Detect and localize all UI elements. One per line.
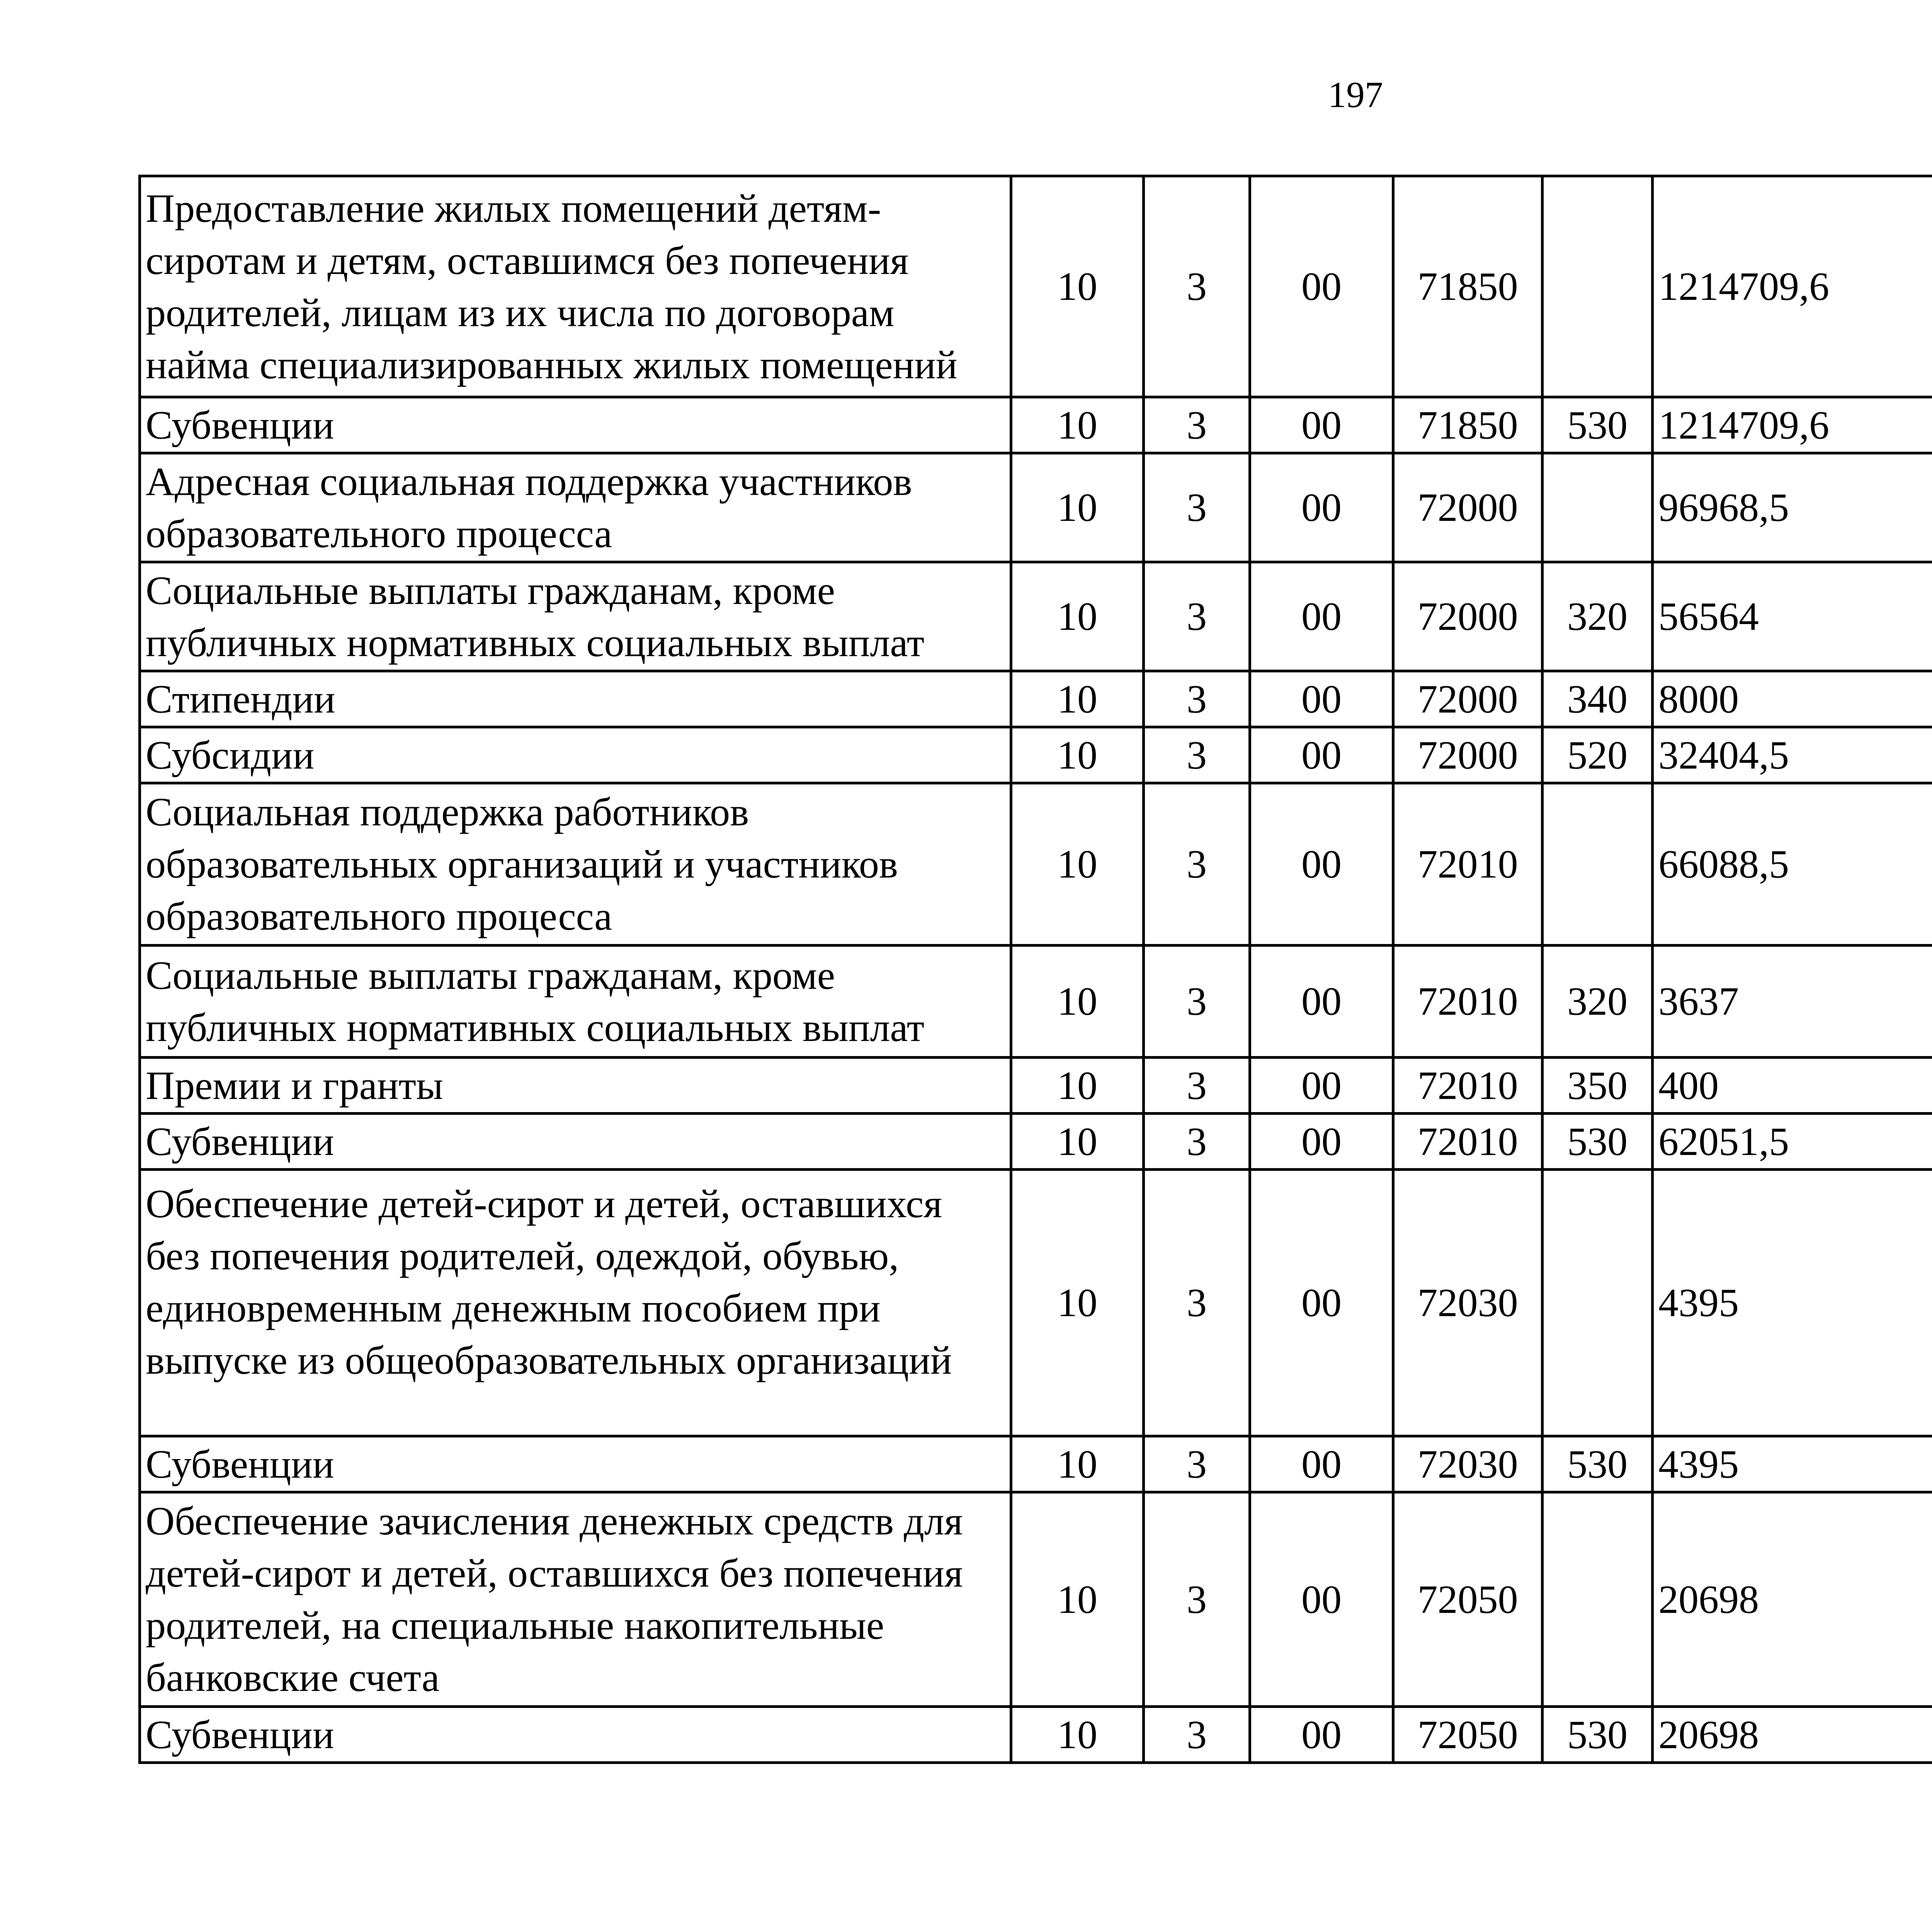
amount-year-1: 20698 [1653, 1492, 1932, 1707]
target-article-code: 72010 [1393, 783, 1543, 946]
expense-type-code: 530 [1543, 1707, 1653, 1763]
program-code: 00 [1250, 453, 1393, 562]
target-article-code: 71850 [1393, 176, 1543, 397]
table-row [140, 783, 1932, 946]
program-code: 00 [1250, 176, 1393, 397]
table-row [140, 946, 1932, 1058]
subsection-code: 3 [1144, 397, 1250, 453]
program-code: 00 [1250, 562, 1393, 671]
section-code: 10 [1011, 1436, 1144, 1492]
row-name: Социальные выплаты гражданам, кроме публичных нормативных социальных выплат [140, 946, 1011, 1058]
program-code: 00 [1250, 1707, 1393, 1763]
row-name: Премии и гранты [140, 1058, 1011, 1114]
target-article-code: 72010 [1393, 1114, 1543, 1170]
amount-year-1: 4395 [1653, 1436, 1932, 1492]
section-code: 10 [1011, 783, 1144, 946]
row-name: Обеспечение детей-сирот и детей, оставшихся без попечения родителей, одеждой, обувью, единовременным денежным пособием при выпуске из общеобразовательных организаций [140, 1170, 1011, 1436]
row-name: Субсидии [140, 727, 1011, 783]
expense-type-code: 320 [1543, 946, 1653, 1058]
table-row [140, 453, 1932, 562]
row-name: Субвенции [140, 1707, 1011, 1763]
subsection-code: 3 [1144, 946, 1250, 1058]
target-article-code: 72000 [1393, 727, 1543, 783]
section-code: 10 [1011, 176, 1144, 397]
target-article-code: 72050 [1393, 1707, 1543, 1763]
section-code: 10 [1011, 1707, 1144, 1763]
amount-year-1: 66088,5 [1653, 783, 1932, 946]
target-article-code: 72000 [1393, 453, 1543, 562]
row-name: Адресная социальная поддержка участников образовательного процесса [140, 453, 1011, 562]
row-name: Социальная поддержка работников образовательных организаций и участников образовательного процесса [140, 783, 1011, 946]
target-article-code: 72030 [1393, 1436, 1543, 1492]
program-code: 00 [1250, 397, 1393, 453]
row-name: Обеспечение зачисления денежных средств для детей-сирот и детей, оставшихся без попечения родителей, на специальные накопительные банковские счета [140, 1492, 1011, 1707]
table-row [140, 1114, 1932, 1170]
table-row [140, 1492, 1932, 1707]
amount-year-1: 1214709,6 [1653, 176, 1932, 397]
table-row [140, 562, 1932, 671]
subsection-code: 3 [1144, 671, 1250, 727]
amount-year-1: 96968,5 [1653, 453, 1932, 562]
subsection-code: 3 [1144, 562, 1250, 671]
expense-type-code: 320 [1543, 562, 1653, 671]
program-code: 00 [1250, 671, 1393, 727]
expense-type-code [1543, 176, 1653, 397]
amount-year-1: 1214709,6 [1653, 397, 1932, 453]
subsection-code: 3 [1144, 1114, 1250, 1170]
expense-type-code [1543, 453, 1653, 562]
amount-year-1: 56564 [1653, 562, 1932, 671]
subsection-code: 3 [1144, 1707, 1250, 1763]
section-code: 10 [1011, 727, 1144, 783]
budget-table [138, 175, 1932, 1764]
target-article-code: 71850 [1393, 397, 1543, 453]
section-code: 10 [1011, 1058, 1144, 1114]
table-row [140, 176, 1932, 397]
row-name: Субвенции [140, 1114, 1011, 1170]
expense-type-code: 350 [1543, 1058, 1653, 1114]
table-row [140, 397, 1932, 453]
expense-type-code: 530 [1543, 1436, 1653, 1492]
subsection-code: 3 [1144, 1170, 1250, 1436]
amount-year-1: 3637 [1653, 946, 1932, 1058]
program-code: 00 [1250, 1436, 1393, 1492]
subsection-code: 3 [1144, 1492, 1250, 1707]
expense-type-code [1543, 1492, 1653, 1707]
expense-type-code: 530 [1543, 397, 1653, 453]
subsection-code: 3 [1144, 176, 1250, 397]
program-code: 00 [1250, 1170, 1393, 1436]
program-code: 00 [1250, 783, 1393, 946]
program-code: 00 [1250, 1058, 1393, 1114]
expense-type-code [1543, 783, 1653, 946]
section-code: 10 [1011, 1114, 1144, 1170]
subsection-code: 3 [1144, 783, 1250, 946]
amount-year-1: 62051,5 [1653, 1114, 1932, 1170]
target-article-code: 72000 [1393, 562, 1543, 671]
subsection-code: 3 [1144, 453, 1250, 562]
row-name: Субвенции [140, 1436, 1011, 1492]
section-code: 10 [1011, 397, 1144, 453]
subsection-code: 3 [1144, 1058, 1250, 1114]
table-row [140, 1707, 1932, 1763]
amount-year-1: 4395 [1653, 1170, 1932, 1436]
program-code: 00 [1250, 946, 1393, 1058]
subsection-code: 3 [1144, 1436, 1250, 1492]
table-row [140, 1170, 1932, 1436]
program-code: 00 [1250, 1492, 1393, 1707]
target-article-code: 72050 [1393, 1492, 1543, 1707]
expense-type-code: 520 [1543, 727, 1653, 783]
expense-type-code: 530 [1543, 1114, 1653, 1170]
section-code: 10 [1011, 671, 1144, 727]
amount-year-1: 8000 [1653, 671, 1932, 727]
row-name: Предоставление жилых помещений детям-сиротам и детям, оставшимся без попечения родителей, лицам из их числа по договорам найма специализированных жилых помещений [140, 176, 1011, 397]
section-code: 10 [1011, 453, 1144, 562]
section-code: 10 [1011, 1170, 1144, 1436]
table-row [140, 1436, 1932, 1492]
row-name: Субвенции [140, 397, 1011, 453]
section-code: 10 [1011, 946, 1144, 1058]
expense-type-code: 340 [1543, 671, 1653, 727]
page-number: 197 [1328, 74, 1383, 115]
target-article-code: 72010 [1393, 946, 1543, 1058]
section-code: 10 [1011, 562, 1144, 671]
target-article-code: 72030 [1393, 1170, 1543, 1436]
amount-year-1: 20698 [1653, 1707, 1932, 1763]
subsection-code: 3 [1144, 727, 1250, 783]
table-row [140, 1058, 1932, 1114]
table-row [140, 727, 1932, 783]
expense-type-code [1543, 1170, 1653, 1436]
row-name: Стипендии [140, 671, 1011, 727]
row-name: Социальные выплаты гражданам, кроме публичных нормативных социальных выплат [140, 562, 1011, 671]
target-article-code: 72000 [1393, 671, 1543, 727]
table-row [140, 671, 1932, 727]
amount-year-1: 400 [1653, 1058, 1932, 1114]
section-code: 10 [1011, 1492, 1144, 1707]
amount-year-1: 32404,5 [1653, 727, 1932, 783]
target-article-code: 72010 [1393, 1058, 1543, 1114]
program-code: 00 [1250, 1114, 1393, 1170]
program-code: 00 [1250, 727, 1393, 783]
